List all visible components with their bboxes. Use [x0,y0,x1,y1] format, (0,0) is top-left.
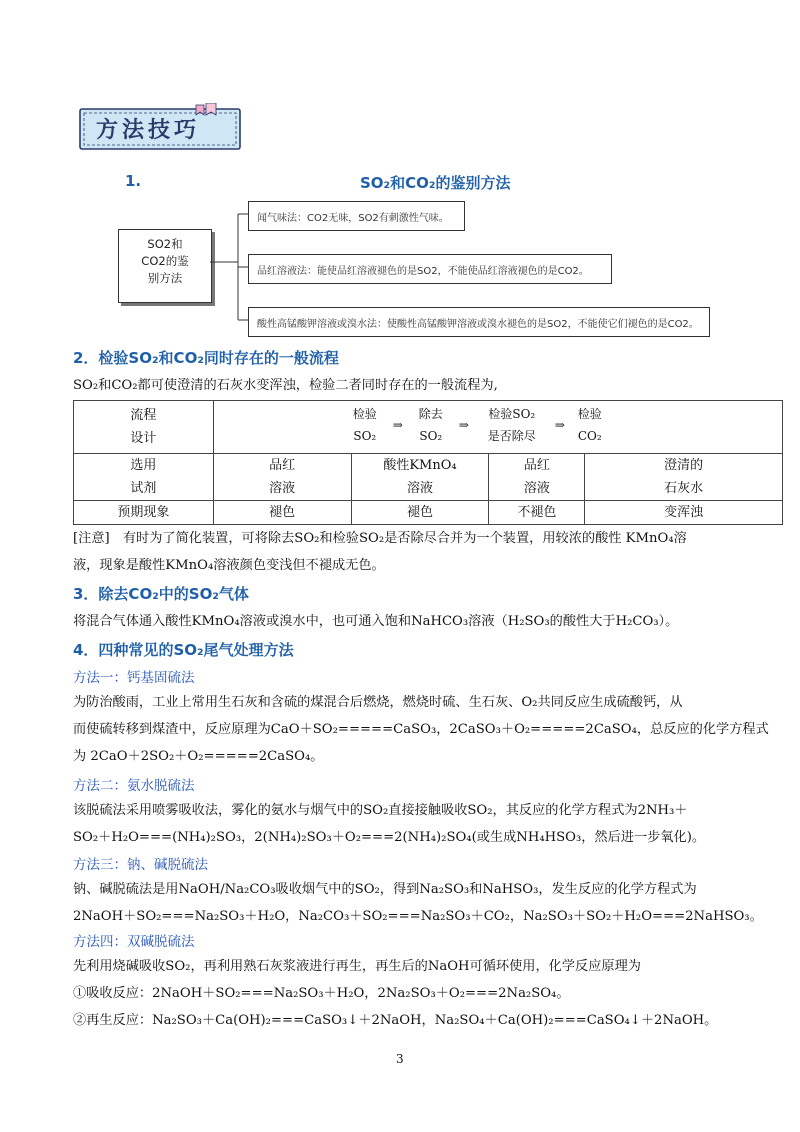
section4-title: 4．四种常见的SO₂尾气处理方法 [73,641,294,659]
flow-step-bottom: SO₂ [353,429,377,443]
reagent-cell [213,454,351,501]
reagent-cell [489,454,585,501]
diagram-item-text: 闻气味法：CO2无味，SO2有刺激性气味。 [257,213,449,224]
method1-line: 为 2CaO＋2SO₂＋O₂=====2CaSO₄。 [73,749,324,764]
flow-step-top: 除去 [418,407,443,421]
flow-table [73,400,783,525]
phenomenon-cell: 褪色 [351,501,489,525]
phenomenon-cell: 变浑浊 [585,501,783,525]
method1-line: 为防治酸雨，工业上常用生石灰和含硫的煤混合后燃烧，燃烧时硫、生石灰、O₂共同反应生成硫酸钙，从 [73,695,683,710]
flow-arrow-icon: ⇒ [554,418,565,432]
table-cell-label: 预期现象 [74,501,214,525]
method4-line: ①吸收反应：2NaOH＋SO₂===Na₂SO₃＋H₂O，2Na₂SO₃＋O₂===2Na₂SO₄。 [73,986,570,1001]
table-row [74,501,783,525]
label-line: 试剂 [130,481,157,496]
method2-title: 方法二：氨水脱硫法 [73,778,195,794]
section3-text: 将混合气体通入酸性KMnO₄溶液或溴水中，也可通入饱和NaHCO₃溶液（H₂SO₃的酸性大于H₂CO₃）。 [73,614,679,629]
diagram-item-smell [248,201,465,231]
method4-title: 方法四：双碱脱硫法 [73,934,195,950]
reagent-line: 澄清的 [664,458,704,473]
diagram-item-text: 酸性高锰酸钾溶液或溴水法：使酸性高锰酸钾溶液或溴水褪色的是SO2，不能使它们褪色的是CO2。 [257,319,699,330]
diagram-item-kmno4 [248,307,710,337]
reagent-cell [351,454,489,501]
flow-step-top: 检验 [577,407,602,421]
label-line: 设计 [130,431,157,446]
flow-step-bottom: SO₂ [419,429,443,443]
method3-line: 2NaOH＋SO₂===Na₂SO₃＋H₂O，Na₂CO₃＋SO₂===Na₂SO₃＋CO₂，Na₂SO₃＋SO₂＋H₂O===2NaHSO₃。 [73,909,763,924]
diagram-item-magenta [248,254,612,284]
reagent-line: 品红 [269,458,296,473]
flow-design-cell [213,401,782,454]
method4-line: ②再生反应：Na₂SO₃＋Ca(OH)₂===CaSO₃↓＋2NaOH，Na₂SO₄＋Ca(OH)₂===CaSO₄↓＋2NaOH。 [73,1013,718,1028]
diagram-center-line: SO2和 [147,237,183,251]
flow-step-top: 检验 [352,407,377,421]
method1-title: 方法一：钙基固硫法 [73,670,195,686]
method3-line: 钠、碱脱硫法是用NaOH/Na₂CO₃吸收烟气中的SO₂，得到Na₂SO₃和NaHSO₃，发生反应的化学方程式为 [73,882,697,897]
page-number: 3 [396,1052,404,1066]
phenomenon-cell: 褪色 [213,501,351,525]
flow-arrow-icon: ⇒ [392,418,403,432]
label-line: 选用 [130,458,157,473]
section2-title: 2．检验SO₂和CO₂同时存在的一般流程 [73,349,339,367]
section1-title: SO₂和CO₂的鉴别方法 [360,174,511,192]
method4-line: 先利用烧碱吸收SO₂，再利用熟石灰浆液进行再生，再生后的NaOH可循环使用，化学反应原理为 [73,959,641,974]
section3-title: 3．除去CO₂中的SO₂气体 [73,585,249,603]
reagent-cell [585,454,783,501]
table-cell-label [74,454,214,501]
reagent-line: 石灰水 [664,481,704,496]
section1-number: 1. [125,172,142,190]
reagent-line: 溶液 [523,481,550,496]
banner-title: 方法技巧 [96,117,201,143]
method3-title: 方法三：钠、碱脱硫法 [73,857,208,873]
diagram-center-line: CO2的鉴 [141,254,189,268]
flow-arrow-icon: ⇒ [458,418,469,432]
flow-step-bottom: 是否除尽 [487,429,536,443]
flow-step-bottom: CO₂ [577,429,602,443]
label-line: 流程 [130,408,157,423]
reagent-line: 酸性KMnO₄ [383,458,457,473]
note-line: [注意] 有时为了简化装置，可将除去SO₂和检验SO₂是否除尽合并为一个装置，用较浓的酸性 KMnO₄溶 [73,531,687,546]
note-line: 液，现象是酸性KMnO₄溶液颜色变浅但不褪成无色。 [73,558,385,573]
diagram-item-text: 品红溶液法：能使品红溶液褪色的是SO2，不能使品红溶液褪色的是CO2。 [257,266,589,277]
phenomenon-cell: 不褪色 [489,501,585,525]
method2-line: SO₂＋H₂O===(NH₄)₂SO₃，2(NH₄)₂SO₃＋O₂===2(NH₄)₂SO₄(或生成NH₄HSO₃，然后进一步氧化)。 [73,830,706,845]
diagram-center-box [118,229,212,303]
table-row [74,401,783,454]
method2-line: 该脱硫法采用喷雾吸收法，雾化的氨水与烟气中的SO₂直接接触吸收SO₂，其反应的化学方程式为2NH₃＋ [73,803,688,818]
reagent-line: 品红 [523,458,550,473]
method1-line: 而使硫转移到煤渣中，反应原理为CaO＋SO₂=====CaSO₃，2CaSO₃＋O₂=====2CaSO₄，总反应的化学方程式 [73,722,769,737]
table-row [74,454,783,501]
section-banner [78,103,244,153]
reagent-line: 溶液 [406,481,433,496]
diagram-center-line: 别方法 [147,271,183,285]
flow-step-top: 检验SO₂ [488,407,536,421]
reagent-line: 溶液 [269,481,296,496]
table-cell-label [74,401,214,454]
section2-intro: SO₂和CO₂都可使澄清的石灰水变浑浊，检验二者同时存在的一般流程为, [73,378,498,393]
